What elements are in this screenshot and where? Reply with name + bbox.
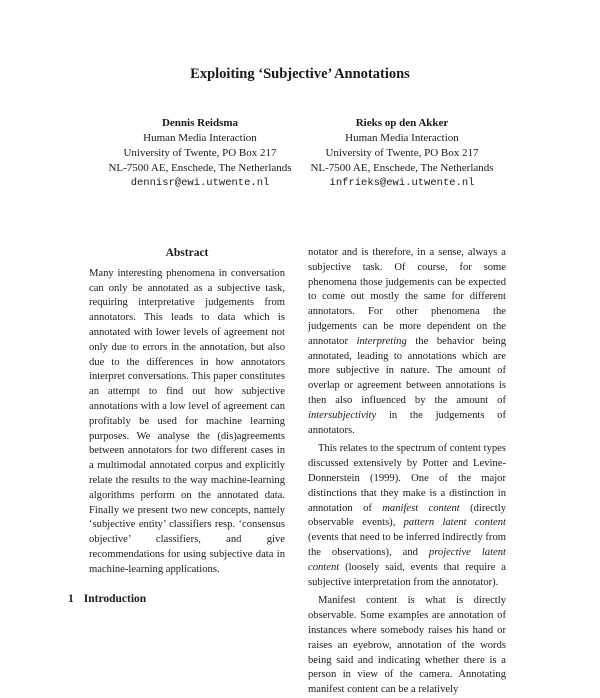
author-address: University of Twente, PO Box 217 <box>123 147 277 159</box>
section-title: Introduction <box>83 593 147 605</box>
emphasis: projective latent content <box>308 546 506 573</box>
abstract-heading: Abstract <box>165 247 209 259</box>
section-heading <box>68 593 156 605</box>
author-email: infrieks@ewi.utwente.nl <box>329 177 475 189</box>
left-column <box>89 246 285 578</box>
author-block-2 <box>282 116 522 191</box>
abstract-text: Many interesting phenomena in conversation can only be annotated as a subjective task, requiring interpretative judgements from annotators. This leads to data which is annotated with lower levels of agreement not only due to errors in the annotation, but also due to the differences in how annotators interpret conversations. This paper constitutes an attempt to find out how subjective annotations with a low level of agreement can profitably be used for machine learning purposes. We analyse the (dis)agreements between annotators for two different cases in a multimodal annotated corpus and explicitly relate the results to the way machine-learning algorithms perform on the annotated data. Finally we present two new concepts, namely ‘subjective entity’ classifiers resp. ‘consensus objective’ classifiers, and give recommendations for using subjective data in machine-learning applications. <box>89 267 285 575</box>
author-affiliation: Human Media Interaction <box>143 132 257 144</box>
section-number: 1 <box>68 593 74 605</box>
body-paragraph: Manifest content is what is directly observable. Some examples are annotation of instances where somebody raises his hand or raises an eyebrow, annotation of the words being said and indicating whether there is a person in view of the camera. Annotating manifest content can be a relatively <box>308 595 506 696</box>
author-email: dennisr@ewi.utwente.nl <box>130 177 270 189</box>
emphasis: manifest content <box>382 502 460 514</box>
paper-title: Exploiting ‘Subjective’ Annotations <box>190 66 410 82</box>
body-paragraph: notator and is therefore, in a sense, always a subjective task. Of course, for some phenomena those judgements can be expected to come out mostly the same for different annotators. For other phenomena the judgements can be more dependent on the annotator interpreting the behavior being annotated, leading to annotations which are more subjective in nature. The amount of overlap or agreement between annotations is then also influenced by the amount of intersubjectivity in the judgements of annotators. <box>308 247 506 436</box>
author-affiliation: Human Media Interaction <box>345 132 459 144</box>
body-paragraph: This relates to the spectrum of content types discussed extensively by Potter and Levine-Donnerstein (1999). One of the major distinctions that they make is a distinction in annotation of manifest content (directly observable events), pattern latent content (events that need to be inferred indirectly from the observations), and projective latent content (loosely said, events that require a subjective interpretation from the annotator). <box>308 443 506 588</box>
author-address: NL-7500 AE, Enschede, The Netherlands <box>108 162 292 174</box>
right-column <box>308 246 506 698</box>
emphasis: pattern latent content <box>403 517 506 529</box>
author-address: University of Twente, PO Box 217 <box>325 147 479 159</box>
emphasis: intersubjectivity <box>308 409 377 421</box>
emphasis: interpreting <box>356 335 407 347</box>
author-address: NL-7500 AE, Enschede, The Netherlands <box>310 162 494 174</box>
author-name: Dennis Reidsma <box>161 117 239 129</box>
author-name: Rieks op den Akker <box>355 117 449 129</box>
